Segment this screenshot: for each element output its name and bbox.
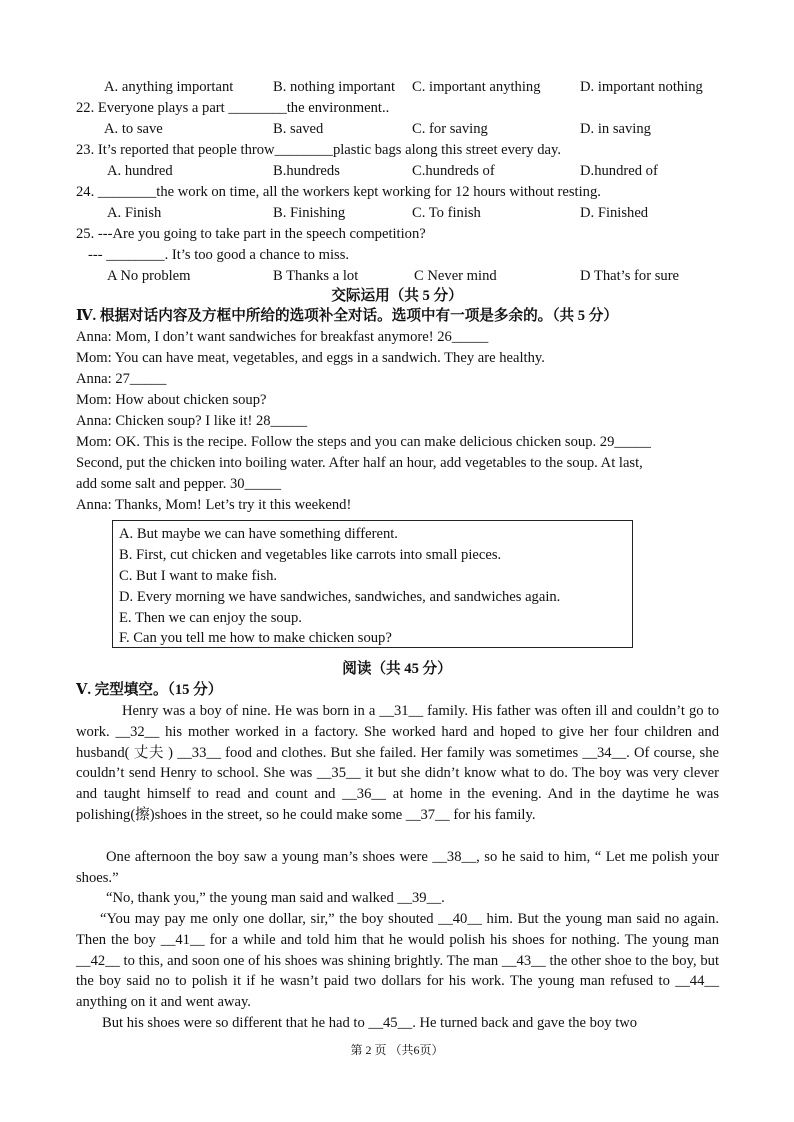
section5-heading: Ⅴ. 完型填空。（15 分） [76, 682, 223, 698]
dialogue-line: Mom: You can have meat, vegetables, and eggs in a sandwich. They are healthy. [76, 350, 545, 366]
q24-option-c: C. To finish [412, 205, 481, 221]
q23-option-d: D.hundred of [580, 163, 658, 179]
q24-option-d: D. Finished [580, 205, 649, 221]
passage-paragraph-4: “You may pay me only one dollar, sir,” the boy shouted __40__ him. But the young man said no again. Then the boy __41__ for a while and told him that he would polish his shoes for nothing. The young man __42__ to this, and soon one of his shoes was shining brightly. The man __43__ the other shoe to the boy, but the boy said no to polish it if he wasn’t paid two dollars for his work. The young man refused to __44__ anything on it and went away. [76, 911, 719, 1011]
q23-option-a: A. hundred [107, 163, 173, 179]
choice-item: D. Every morning we have sandwiches, sandwiches, and sandwiches again. [119, 589, 561, 605]
choices-box [112, 520, 633, 648]
q24-option-b: B. Finishing [273, 205, 346, 221]
passage-paragraph-2: One afternoon the boy saw a young man’s shoes were __38__, so he said to him, “ Let me polish your shoes.” [76, 849, 719, 886]
dialogue-line: Anna: 27_____ [76, 371, 167, 387]
dialogue-line: Anna: Chicken soup? I like it! 28_____ [76, 413, 308, 429]
dialogue-line: Anna: Thanks, Mom! Let’s try it this weekend! [76, 497, 352, 513]
dialogue-line: add some salt and pepper. 30_____ [76, 476, 282, 492]
q21-option-b: B. nothing important [273, 79, 396, 95]
q25-option-d: D That’s for sure [580, 268, 680, 284]
choice-item: F. Can you tell me how to make chicken soup? [119, 630, 392, 646]
dialogue-line: Mom: How about chicken soup? [76, 392, 267, 408]
q22-option-a: A. to save [104, 121, 163, 137]
q24-option-a: A. Finish [107, 205, 162, 221]
section4-heading: Ⅳ. 根据对话内容及方框中所给的选项补全对话。选项中有一项是多余的。（共 5 分） [76, 308, 618, 324]
q21-option-c: C. important anything [412, 79, 541, 95]
q23-option-c: C.hundreds of [412, 163, 495, 179]
q25-reply: --- ________. It’s too good a chance to miss. [88, 247, 350, 263]
q24-stem: 24. ________the work on time, all the workers kept working for 12 hours without resting. [76, 184, 601, 200]
choice-item: E. Then we can enjoy the soup. [119, 610, 302, 626]
q25-option-c: C Never mind [414, 268, 497, 284]
section-communication-title: 交际运用（共 5 分） [331, 288, 463, 304]
q22-option-c: C. for saving [412, 121, 488, 137]
q23-option-b: B.hundreds [273, 163, 340, 179]
choice-item: A. But maybe we can have something different. [119, 526, 398, 542]
dialogue-line: Anna: Mom, I don’t want sandwiches for breakfast anymore! 26_____ [76, 329, 489, 345]
q21-option-a: A. anything important [104, 79, 234, 95]
q22-option-d: D. in saving [580, 121, 651, 137]
dialogue-line: Second, put the chicken into boiling water. After half an hour, add vegetables to the soup. At last, [76, 455, 643, 471]
dialogue-line: Mom: OK. This is the recipe. Follow the steps and you can make delicious chicken soup. 29_____ [76, 434, 651, 450]
choice-item: B. First, cut chicken and vegetables like carrots into small pieces. [119, 547, 502, 563]
q25-stem: 25. ---Are you going to take part in the speech competition? [76, 226, 426, 242]
passage-paragraph-5: But his shoes were so different that he had to __45__. He turned back and gave the boy two [102, 1015, 638, 1031]
passage-paragraph-1: Henry was a boy of nine. He was born in a __31__ family. His father was often ill and couldn’t go to work. __32__ his mother worked in a factory. She worked hard and hoped to give her four children and husband( 丈夫 ) __33__ food and clothes. But she failed. Her family was sometimes __34__. Of course, she couldn’t send Henry to school. She was __35__ it but she didn’t know what to do. The boy was very clever and taught himself to read and count and __36__ at home in the evening. And in the daytime he was polishing(擦)shoes in the street, so he could make some __37__ for his family. [76, 703, 719, 823]
q22-option-b: B. saved [273, 121, 324, 137]
choice-item: C. But I want to make fish. [119, 568, 278, 584]
q21-option-d: D. important nothing [580, 79, 703, 95]
section-reading-title: 阅读（共 45 分） [342, 661, 452, 677]
q22-stem: 22. Everyone plays a part ________the environment.. [76, 100, 390, 116]
q25-option-a: A No problem [107, 268, 191, 284]
q25-option-b: B Thanks a lot [273, 268, 359, 284]
q23-stem: 23. It’s reported that people throw________plastic bags along this street every day. [76, 142, 561, 158]
passage-paragraph-3: “No, thank you,” the young man said and walked __39__. [106, 890, 445, 906]
page-footer: 第 2 页 （共6页） [350, 1043, 444, 1057]
